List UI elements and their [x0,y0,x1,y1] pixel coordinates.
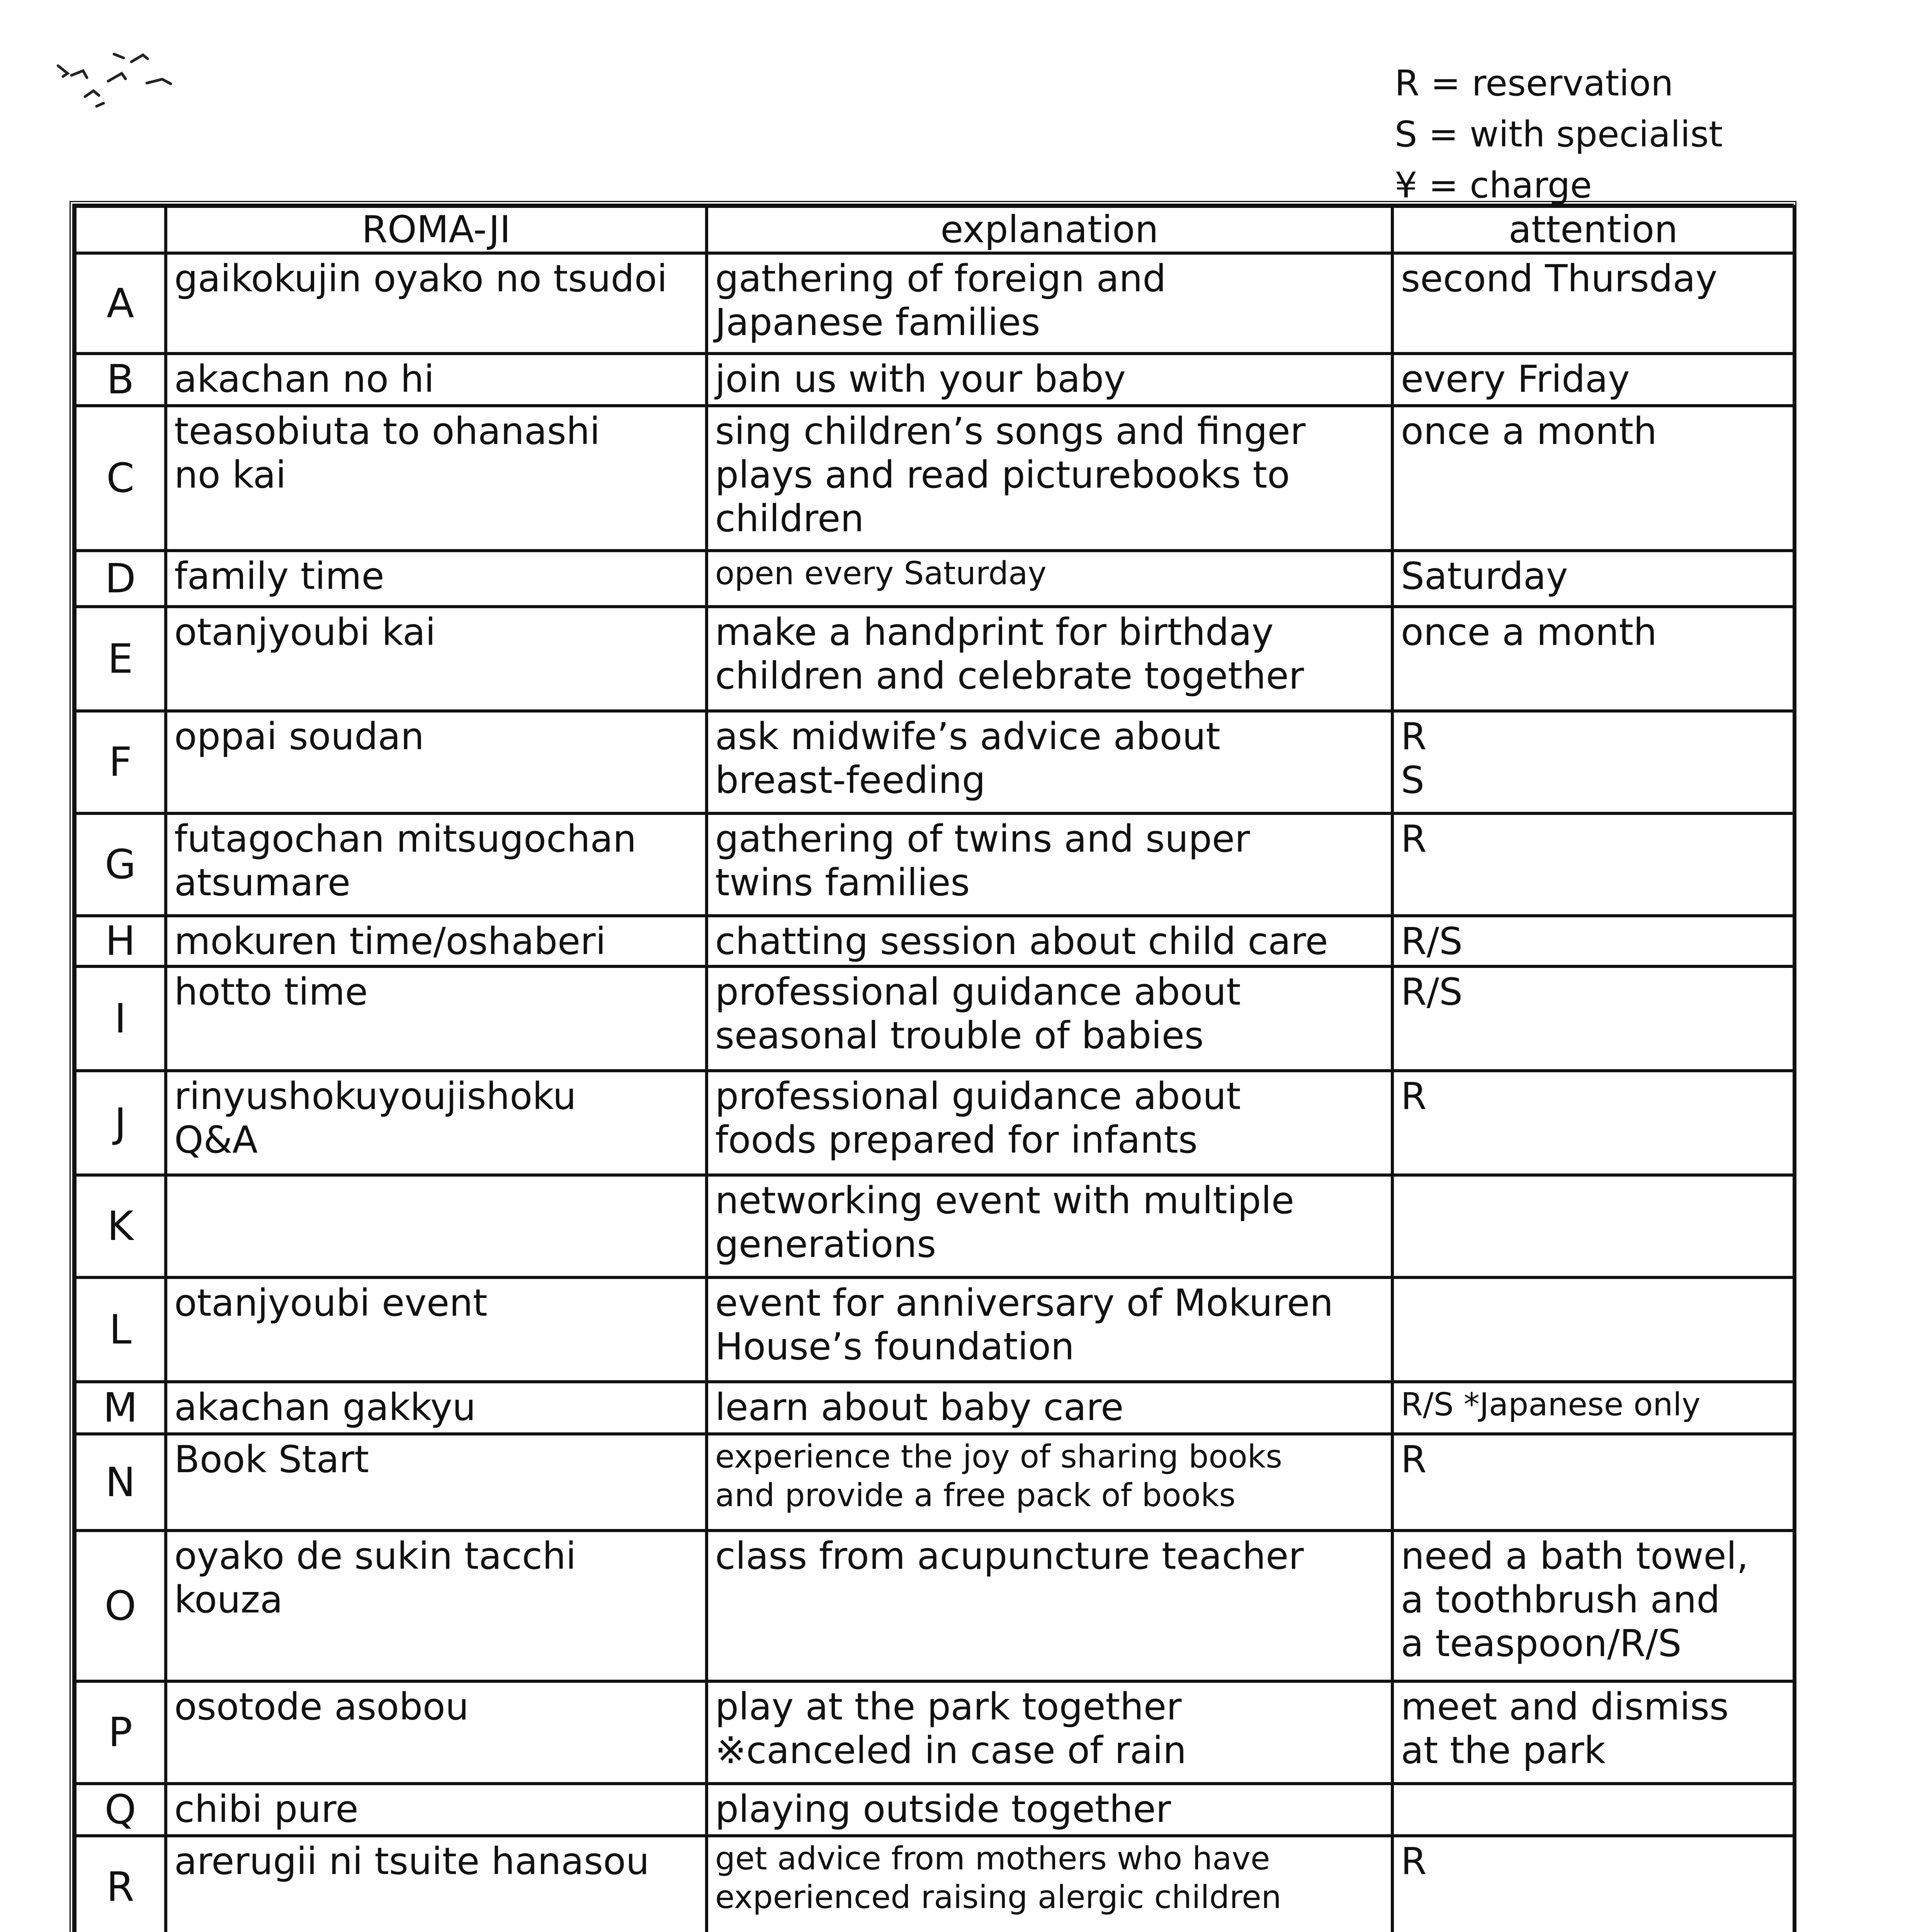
row-explanation: professional guidance about foods prepared for infants [707,1071,1392,1175]
legend-charge: ¥ = charge [1395,165,1592,206]
row-attention: once a month [1392,607,1794,711]
row-attention: once a month [1392,406,1794,551]
legend-specialist: S = with specialist [1395,114,1723,155]
legend-reservation: R = reservation [1395,63,1674,104]
row-letter: J [75,1071,166,1175]
row-explanation: experience the joy of sharing books and provide a free pack of books [707,1434,1392,1531]
row-explanation: play at the park together ※canceled in case of rain [707,1681,1392,1784]
row-letter: F [75,711,166,813]
row-explanation: learn about baby care [707,1382,1392,1434]
row-attention: Saturday [1392,551,1794,607]
table-row [75,1836,1794,1932]
table-row [75,1277,1794,1382]
row-roma-ji: teasobiuta to ohanashi no kai [166,406,707,551]
table-row [75,1531,1794,1681]
table-row [75,711,1794,813]
row-roma-ji: osotode asobou [166,1681,707,1784]
row-roma-ji [166,1175,707,1277]
row-roma-ji: akachan gakkyu [166,1382,707,1434]
row-letter: D [75,551,166,607]
row-roma-ji: arerugii ni tsuite hanasou [166,1836,707,1932]
table-row [75,1784,1794,1836]
row-letter: A [75,253,166,354]
table-header-row [75,206,1794,253]
header-attention: attention [1392,206,1794,253]
row-letter: Q [75,1784,166,1836]
legend [1395,58,1723,211]
table-row [75,551,1794,607]
table-row [75,916,1794,966]
row-letter: L [75,1277,166,1382]
table-row [75,406,1794,551]
row-letter: O [75,1531,166,1681]
row-roma-ji: Book Start [166,1434,707,1531]
row-letter: C [75,406,166,551]
row-letter: K [75,1175,166,1277]
row-explanation: professional guidance about seasonal trouble of babies [707,966,1392,1071]
table-row [75,1681,1794,1784]
row-attention: need a bath towel, a toothbrush and a teaspoon/R/S [1392,1531,1794,1681]
table-row [75,1434,1794,1531]
row-attention: second Thursday [1392,253,1794,354]
row-attention: R [1392,1434,1794,1531]
row-letter: E [75,607,166,711]
row-explanation: join us with your baby [707,354,1392,406]
row-attention: R [1392,813,1794,916]
row-explanation: class from acupuncture teacher [707,1531,1392,1681]
table-row [75,354,1794,406]
row-explanation: ask midwife’s advice about breast-feeding [707,711,1392,813]
row-attention: R/S [1392,966,1794,1071]
row-letter: I [75,966,166,1071]
header-roma-ji: ROMA-JI [166,206,707,253]
row-roma-ji: otanjyoubi kai [166,607,707,711]
row-roma-ji: gaikokujin oyako no tsudoi [166,253,707,354]
row-letter: N [75,1434,166,1531]
row-roma-ji: family time [166,551,707,607]
row-explanation: open every Saturday [707,551,1392,607]
row-roma-ji: rinyushokuyoujishoku Q&A [166,1071,707,1175]
row-roma-ji: hotto time [166,966,707,1071]
table-row [75,813,1794,916]
row-roma-ji: otanjyoubi event [166,1277,707,1382]
row-letter: M [75,1382,166,1434]
row-letter: B [75,354,166,406]
row-roma-ji: futagochan mitsugochan atsumare [166,813,707,916]
row-attention [1392,1175,1794,1277]
row-letter: G [75,813,166,916]
row-explanation: make a handprint for birthday children and celebrate together [707,607,1392,711]
row-explanation: networking event with multiple generations [707,1175,1392,1277]
row-roma-ji: oyako de sukin tacchi kouza [166,1531,707,1681]
row-attention: every Friday [1392,354,1794,406]
header-explanation: explanation [707,206,1392,253]
row-explanation: gathering of foreign and Japanese families [707,253,1392,354]
table-row [75,966,1794,1071]
row-letter: H [75,916,166,966]
row-explanation: playing outside together [707,1784,1392,1836]
row-roma-ji: mokuren time/oshaberi [166,916,707,966]
row-attention: R [1392,1836,1794,1932]
table-row [75,1071,1794,1175]
row-explanation: event for anniversary of Mokuren House’s foundation [707,1277,1392,1382]
table-row [75,1382,1794,1434]
header-letter [75,206,166,253]
row-attention [1392,1784,1794,1836]
row-letter: R [75,1836,166,1932]
table-row [75,607,1794,711]
row-explanation: chatting session about child care [707,916,1392,966]
row-attention: R/S [1392,916,1794,966]
table-row [75,1175,1794,1277]
row-attention: R/S *Japanese only [1392,1382,1794,1434]
bird-doodle-icon [50,39,178,116]
row-roma-ji: oppai soudan [166,711,707,813]
row-roma-ji: akachan no hi [166,354,707,406]
table-row [75,253,1794,354]
row-attention: meet and dismiss at the park [1392,1681,1794,1784]
row-letter: P [75,1681,166,1784]
row-explanation: sing children’s songs and finger plays and read picturebooks to children [707,406,1392,551]
row-roma-ji: chibi pure [166,1784,707,1836]
row-attention: R [1392,1071,1794,1175]
row-attention: R S [1392,711,1794,813]
row-attention [1392,1277,1794,1382]
row-explanation: gathering of twins and super twins families [707,813,1392,916]
row-explanation: get advice from mothers who have experienced raising alergic children [707,1836,1392,1932]
schedule-table [70,201,1796,1932]
